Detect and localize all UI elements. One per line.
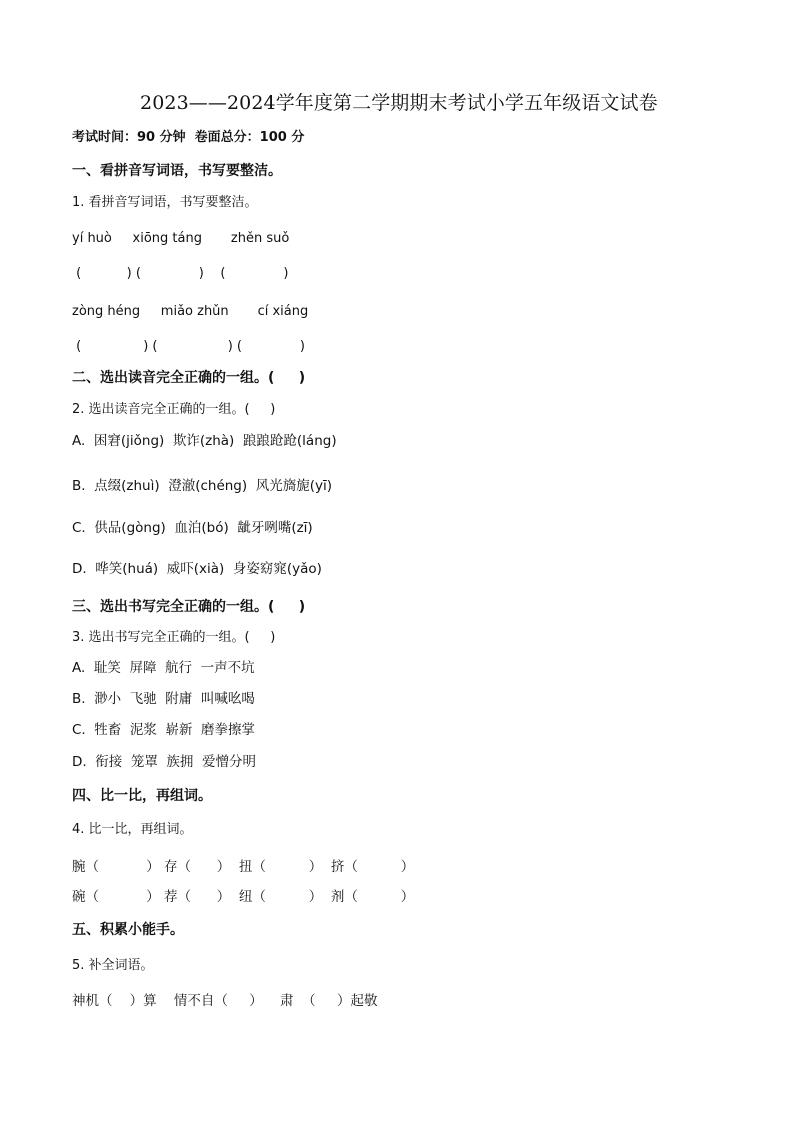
question-2-option-c: C. 供品(gòng) 血泊(bó) 龇牙咧嘴(zī): [72, 520, 313, 536]
question-2-option-d: D. 哗笑(huá) 威吓(xià) 身姿窈窕(yǎo): [72, 561, 322, 577]
compare-row-1: 腕（ ） 存（ ） 扭（ ） 挤（ ）: [72, 859, 415, 875]
section-1-heading: 一、看拼音写词语，书写要整洁。: [72, 163, 282, 179]
section-5-heading: 五、积累小能手。: [72, 922, 184, 938]
question-2-option-a: A. 困窘(jiǒng) 欺诈(zhà) 踉踉跄跄(láng): [72, 433, 337, 449]
answer-blank-row-2: ( ) ( ) ( ): [72, 339, 305, 354]
question-3-text: 3. 选出书写完全正确的一组。( ): [72, 630, 276, 645]
idiom-fill-line: 神机（ ）算 情不自（ ） 肃 （ ）起敬: [72, 993, 378, 1009]
section-3-heading: 三、选出书写完全正确的一组。( ): [72, 599, 306, 615]
pinyin-row-1: yí huò xiōng táng zhěn suǒ: [72, 231, 290, 246]
question-3-option-b: B. 渺小 飞驰 附庸 叫喊吆喝: [72, 691, 255, 707]
section-4-heading: 四、比一比，再组词。: [72, 788, 212, 804]
question-3-option-c: C. 牲畜 泥浆 崭新 磨拳擦掌: [72, 722, 256, 738]
section-2-heading: 二、选出读音完全正确的一组。( ): [72, 370, 306, 386]
exam-title: 2023——2024学年度第二学期期末考试小学五年级语文试卷: [140, 92, 658, 114]
pinyin-row-2: zòng héng miǎo zhǔn cí xiáng: [72, 304, 309, 319]
question-3-option-a: A. 耻笑 屏障 航行 一声不坑: [72, 660, 255, 676]
question-2-text: 2. 选出读音完全正确的一组。( ): [72, 402, 276, 417]
answer-blank-row-1: ( ) ( ) ( ): [72, 266, 289, 281]
question-3-option-d: D. 衔接 笼罩 族拥 爱憎分明: [72, 754, 257, 770]
question-5-text: 5. 补全词语。: [72, 958, 154, 973]
question-1-text: 1. 看拼音写词语，书写要整洁。: [72, 195, 258, 210]
compare-row-2: 碗（ ） 荐（ ） 纽（ ） 剂（ ）: [72, 889, 415, 905]
question-2-option-b: B. 点缀(zhuì) 澄澈(chéng) 风光旖旎(yī): [72, 478, 332, 494]
exam-meta: 考试时间：90 分钟 卷面总分：100 分: [72, 130, 305, 145]
question-4-text: 4. 比一比，再组词。: [72, 822, 193, 837]
